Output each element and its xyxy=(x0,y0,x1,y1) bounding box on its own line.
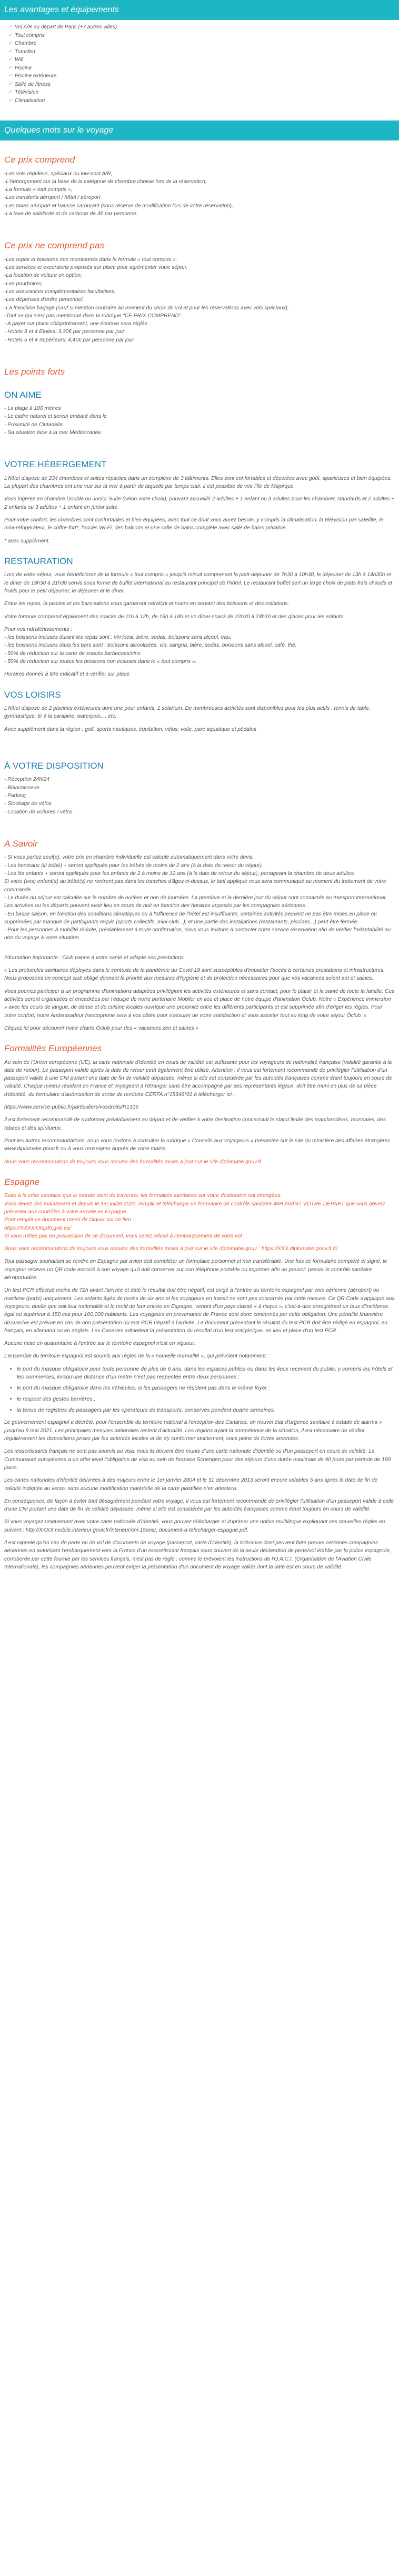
includes-line: -La formule « tout compris », xyxy=(4,187,73,193)
strengths-subheading: ON AIME xyxy=(4,389,42,400)
dining-line: - les boissons incluses dans les bars sont : boissons alcoolisées, vin, sangria, bière, sodas, boissons sans alcool, café, thé. xyxy=(4,642,297,649)
accommodation-paragraph: Vous logerez en chambre Double ou Junior Suite (selon votre choix), pouvant accueillir 2 adultes + 1 enfant ou 3 adultes pour les chambres standards et 2 adultes + 2 enfants ou 3 adultes + 1 enfant en junior suite. xyxy=(4,496,395,510)
excludes-line: - A payer sur place obligatoirement, une écotaxe sera réglée : xyxy=(4,321,151,327)
spain-rule-item: • le port du masque obligatoire pour toute personne de plus de 6 ans, dans les espaces publics ou dans les lieux recevant du public, y compris les hôtels et les commerces, lorsqu'une distance d'un mètre n'est pas respectée entre deux personnes ; xyxy=(17,1365,395,1382)
spain-note: Nous vous recommandons de toujours vous assurer des formalités mises à jour sur le site diplomatie.gouv : https://XXX.diplomatie.gouv.fr.fr/ xyxy=(4,1246,338,1252)
know-line: - Si vous partez seul(e), votre prix en chambre individuelle est calculé automatiquement dans votre devis. xyxy=(4,854,254,861)
excludes-line: -Les services et excursions proposés sur place pour agrémenter votre séjour, xyxy=(4,265,188,271)
excludes-line: -Tout ce qui n'est pas mentionné dans la rubrique "CE PRIX COMPREND". xyxy=(4,313,183,319)
amenity-item: ✓ Tout compris xyxy=(8,32,399,40)
on-site-line: - Stockage de vélos xyxy=(4,801,52,807)
know-heading: A Savoir xyxy=(4,838,38,849)
know-line: - En basse saison, en fonction des conditions climatiques ou à l'affluence de l'hôtel est insuffisante, certaines activités peuvent ne pas être mises en place ou supprimées par manque de participants requis (sports collectifs, mini-club...), et une partie des installations (restaurants, piscines...) peut être fermée. xyxy=(4,911,377,925)
know-line: - Les lits enfants + seront appliqués pour les enfants de 2 à moins de 12 ans (à la date de retour du séjour), partageant la chambre de deux adultes. xyxy=(4,871,355,877)
on-site-line: - Blanchisserie xyxy=(4,784,39,791)
accommodation-paragraph: Pour votre confort, les chambres sont confortables et bien équipées, avec tout ce dont vous aurez besoin, y compris la climatisation, la télévision par satellite, le mini-réfrigérateur, le coffre-fort*, l'accès Wi-Fi, des balcons et une salle de bains complète avec salle de bains privative. xyxy=(4,517,384,531)
spain-closing: Si vous voyagez uniquement avec votre carte nationale d'identité, vous pouvez télécharger et imprimer une notice multilingue expliquant ces nouvelles règles en suivant : http://XXXX.mobile.interieur.gouv.fr/interieur/cni-15ans/, document-a-telecharger-espagne.pdf. xyxy=(4,1519,385,1533)
strength-line: - Le cadre naturel et serein embaré dans le xyxy=(4,414,107,420)
dining-note: Horaires donnés à titre indicatif et à vérifier sur place. xyxy=(4,671,131,678)
strengths-heading: Les points forts xyxy=(4,367,65,377)
strength-line: - La plage à 100 mètres xyxy=(4,406,61,412)
covid-paragraph: « Les protocoles sanitaires déployés dans le contexte de la pandémie du Covid-19 sont susceptibles d'impacter l'accès à certaines prestations et infrastructures. Nous proposons un concept club obligé donnant la priorité aux mesures d'hygiène et de protection nécessaires pour que vos vacances soient ant et saines. xyxy=(4,968,385,982)
dining-paragraph: Votre formule comprend également des snacks de 11h à 12h, de 16h à 18h et un dîner-snack de 22h30 à 23h30 et des glaces pour les enfants. xyxy=(4,613,345,620)
spain-closing: Le gouvernement espagnol a décrété, pour l'ensemble du territoire national à l'exception des Canaries, un nouvel état d'urgence sanitaire à estado de alarma » jusqu'au 9 mai 2021. Les principales mesures nationales restent d'actualité. Les régions ayant la compétence de la situation, il est nécessaire de vérifier régulièrement les dispositions prises par les autorités locales et de s'y conformer strictement, sous peine de fortes amendes. xyxy=(4,1420,382,1442)
amenities-list xyxy=(0,23,399,105)
leisure-heading: VOS LOISIRS xyxy=(4,689,61,700)
dining-line: - les boissons incluses durant les repas sont : vin local, bière, sodas, boissons sans alcool, eau, xyxy=(4,635,232,641)
know-line: - Pour les personnes à mobilité réduite, préalablement à toute confirmation, nous vous invitons à contacter notre service réservation afin de vérifier l'adaptabilité au non du voyage à votre situation. xyxy=(4,927,391,941)
includes-line: -La taxe de solidarité et de carbone de 3€ par personne. xyxy=(4,210,138,217)
covid-paragraph: Vous pourrez participer à un programme d'animations adaptées privilégiant les activités extérieures et sans contact, pour le plaisir et la santé de toute la famille. Ces activités seront organisées et encadrées par l'équipe de notre partenaire Mobiler en lieu et place de notre équipe d'animation Óclub. Notre « Expérience immersion » avec les cours de langue, de danse et de cuisine locales ouvrique une proximité entre les différents participants et est supprimée afin d'ériger les règles. Pour votre confort, notre Ambassadeur francophone sera à vos côtés pour s'assurer de votre satisfaction et vous assister tout au long de votre séjour Óclub. » xyxy=(4,988,395,1019)
amenity-item: ✓ Piscine xyxy=(8,64,399,73)
includes-line: -L'hébergement sur la base de la catégorie de chambre choisie lors de la réservation, xyxy=(4,178,207,185)
spain-paragraph: L'ensemble du territoire espagnol est soumis aux règles de la « nouvelle normalité », qui prévoient notamment : xyxy=(4,1353,269,1360)
spain-closing: En conséquence, de façon à éviter tout désagrément pendant votre voyage, il vous est fortement recommandé de privilégier l'utilisation d'un passeport valide à celle d'une CNI portant une date de fin de validité dépassée, même si elle est considérée par les autorités françaises comme étant toujours en cours de validité. xyxy=(4,1498,394,1513)
includes-line: -Les vols réguliers, spéciaux ou low-cost A/R, xyxy=(4,170,113,177)
spain-form-link[interactable]: https://XXXXXXspth.gob.es/ xyxy=(4,1225,71,1231)
covid-link[interactable]: Cliquez ici pour découvrir notre charte Óclub pour des « vacances zen et saines » xyxy=(4,1025,199,1031)
strength-line: - Sa situation face à la mer Méditerranée xyxy=(4,429,102,436)
spain-paragraph: Tout passager souhaitant se rendre en Espagne par avion doit compléter un formulaire personnel et non transférable. Une fois ce formulaire complété et signé, le voyageur recevra un QR code associé à son voyage qu'il doit conserver sur son téléphone portable ou imprimer afin de pouvoir passer le contrôle sanitaire aéroportuaire. xyxy=(4,1259,387,1281)
spain-warning: Vous devez des maintenant et depuis le 1er juillet 2020, remplir et télécharger un formulaire de contrôle sanitaire 48H AVANT VOTRE DEPART que vous devrez présenter aux contrôles à votre arrivée en Espagne. xyxy=(4,1201,385,1215)
formalities-heading: Formalités Européennes xyxy=(4,1043,102,1054)
spain-closing: Les cartes nationales d'identité délivrées à des majeurs entre le 1er janvier 2004 et le 31 décembre 2013 seront encore valables 5 ans après la date de fin de validité indiquée au verso, sans aucune modification matérielle de la carte plastifiée n'en attestera. xyxy=(4,1477,378,1492)
spain-rule-item: • le respect des gestes barrières ; xyxy=(17,1395,395,1404)
price-excludes-heading: Ce prix ne comprend pas xyxy=(4,240,104,251)
includes-line: -Les transferts aéroport / hôtel / aéroport xyxy=(4,195,101,201)
dining-line: - 50% de réduction sur toutes les boissons non incluses dans le « tout compris ». xyxy=(4,658,197,665)
on-site-heading: À VOTRE DISPOSITION xyxy=(4,760,104,771)
amenity-item: ✓ Climatisation xyxy=(8,97,399,105)
formalities-paragraph: Il est fortement recommandé de s'informer préalablement au départ et de vérifier à votre destination concernant le statut limité des marchandises, monnaies, des tabacs et des spiritueux. xyxy=(4,1117,386,1131)
amenity-item: ✓ Chambre xyxy=(8,39,399,48)
excludes-line: -Les pourboires, xyxy=(4,280,43,287)
formalities-paragraph: Pour les autres recommandations, nous vous invitons à consulter la rubrique « Conseils aux voyageurs » présentée sur le site du ministère des affaires étrangères www.diplomatie.gouv.fr ou à vous renseigner auprès de votre mairie. xyxy=(4,1138,391,1152)
includes-line: -Les taxes aéroport et hausse carburant (sous réserve de modification lors de votre réservation), xyxy=(4,203,233,209)
amenity-item: ✓ Wifi xyxy=(8,56,399,64)
excludes-line: -La location de voiture en option, xyxy=(4,273,82,279)
price-includes-heading: Ce prix comprend xyxy=(4,155,75,165)
excludes-line: -La franchise bagage (sauf si mention contraire au moment du choix du vol et pour les réservations avec vols spéciaux), xyxy=(4,305,289,311)
amenity-item: ✓ Télévision xyxy=(8,88,399,97)
excludes-line: - Hotels 3 et 4 Etoiles: 3,30€ par personne par jour xyxy=(4,329,125,335)
covid-intro: Information importante : Club panne à votre santé et adapte ses prestations xyxy=(4,954,184,961)
accommodation-paragraph: * avec supplément. xyxy=(4,538,50,544)
amenity-item: ✓ Piscine extérieure xyxy=(8,72,399,80)
excludes-line: - Hotels 5 et 4 Supérieurs: 4,40€ par personne par jour xyxy=(4,337,134,343)
spain-warning: Si vous n'êtes pas en possession de ce document, vous serez refusé à l'embarquement de votre vol . xyxy=(4,1233,245,1239)
spain-rules-list xyxy=(4,1365,395,1415)
spain-warning: Suite à la crise sanitaire que le monde vient de traverser, les formalités sanitaires sur votre destination ont changées. xyxy=(4,1193,282,1199)
on-site-line: - Réception 24h/24 xyxy=(4,777,50,783)
spain-rule-item: • le port du masque obligatoire dans les véhicules, si les passagers ne résident pas dans le même foyer ; xyxy=(17,1384,395,1393)
details-title: Quelques mots sur le voyage xyxy=(0,120,399,140)
know-line: - Les berceaux (lit bébé) + seront appliqués pour les bébés de moins de 2 ans (à la date de retour du séjour). xyxy=(4,862,263,869)
dining-heading: RESTAURATION xyxy=(4,556,73,566)
leisure-paragraph: L'hôtel dispose de 2 piscines extérieures dont une pour enfants, 1 solarium. De nombreuses activités sont disponibles pour les plus actifs : tennis de table, gymnastique, tir à la carabine, waterpolo,... etc. xyxy=(4,706,371,720)
excludes-line: -Les repas et boissons non mentionnés dans la formule « tout compris », xyxy=(4,256,177,263)
formalities-note: Nous vous recommandons de toujours vous assurer des formalités mises à jour sur le site diplomatie.gouv.fr xyxy=(4,1159,262,1165)
amenities-section xyxy=(0,0,399,105)
spain-warning: Pour remplir ce document merci de cliquer sur ce lien : xyxy=(4,1217,134,1223)
spain-rule-item: • la tenue de registres de passagers par les opérateurs de transports, conservés pendant quatre semaines. xyxy=(17,1406,395,1415)
formalities-url[interactable]: https://www.service-public.fr/particuliers/vosdroits/R1316 xyxy=(4,1104,138,1111)
spain-closing: Il est rappelé qu'en cas de perte ou de vol de documents de voyage (passeport, carte d'identité), la tolérance dont peuvent faire preuve certaines compagnies aériennes en autorisant l'embarquement vers la France d'un ressortissant français sous couvert de la seule déclaration de perte/vol établie par la police espagnole, corroborée par cette fournie par les services français, n'est pas de règle : comme le prévoient les instructions de l'O.A.C.I. (Organisation de l'Aviation Civile Internationale), les compagnies aériennes peuvent exiger la présentation d'un document de voyage valide dont la date est en cours de validité. xyxy=(4,1540,391,1570)
dining-line: Pour vos rafraîchissements : xyxy=(4,626,73,632)
details-content xyxy=(0,140,399,1571)
excludes-line: -Les assurances complémentaires facultatives, xyxy=(4,288,116,295)
spain-paragraph: Aucune mise en quarantaine à l'entrée sur le territoire espagnol n'est en vigueur. xyxy=(4,1341,196,1347)
dining-paragraph: Entre les repas, la piscine et les bars-salons vous garderont rafraîchi et nourri en servant des boissons et des collations. xyxy=(4,601,290,607)
leisure-paragraph: Avec supplément dans la région : golf, sports nautiques, équitation, vélos, voile, parc aquatique et pédalos xyxy=(4,726,256,732)
amenity-item: ✓ Vol A/R au départ de Paris (+7 autres villes) xyxy=(8,23,399,32)
on-site-line: - Parking xyxy=(4,793,26,799)
dining-paragraph: Lors de votre séjour, vous bénéficierez de la formule « tout compris » jusqu'à minuit comprenant la petit-déjeuner de 7h30 à 10h30, le déjeuner de 13h à 14h30h et le dîner de 19h30 à 21h30 servis sous forme de buffet international au restaurant principal de l'hôtel. Le restaurant buffet sert un large choix de plats frais chauds et froids pour le petit déjeuner, le déjeuner et le dîner. xyxy=(4,572,393,594)
amenity-item: ✓ Transfert xyxy=(8,48,399,56)
amenity-item: ✓ Salle de fitness xyxy=(8,80,399,89)
spain-paragraph: Un test PCR effectué moins de 72h avant l'arrivée et daté le résultat doit être négatif, est exigé à l'entrée du territoire espagnol par voie aérienne (aéroport) ou maritime (ports) uniquement. Les enfants âgés de moins de six ans et les voyageurs en transit ne sont pas concernés par cette mesure. Ce QR Code s'applique aux voyageurs, quelle que soit leur nationalité et le motif de leur entrée en Espagne, venant d'un pays classé « à risque », c'est-à-dire enregistrant un taux d'incidence égal ou supérieur à 150 cas pour 100.000 habitants. Les voyageurs en provenance de France sont donc concernés par cette obligation. Une pénalité financière dissuasive est prévue en cas de non présentation du test PCR négatif à l'arrivée. Le document présentant le résultat du test PCR doit être rédigé en espagnol, en français, en allemand ou en anglais. Les Canaries admettent la présentation du résultat d'un test antigénique, en lieu et place d'un test PCR. xyxy=(4,1287,395,1334)
formalities-paragraph: Au sein de l'Union européenne (UE), la carte nationale d'identité en cours de validité est suffisante pour les voyageurs de nationalité française (validité garantie à la date de retour). Le passeport valide après la date de retour peut également être utilisé. Attention : il vous est fortement recommandé de privilégier l'utilisation d'un passeport valide à une CNI portant une date de fin de validité dépassée, même si elle est considérée par les autorités françaises comme étant toujours en cours de validité. Chaque mineur résidant en France et voyageant à l'étranger sans être accompagné par ses représentants légaux, doit être muni en plus de sa pièce d'identité, du formulaire d'autorisation de sortie de territoire CERFA n°15646*01 à télécharger ici : xyxy=(4,1059,392,1098)
accommodation-paragraph: L'hôtel dispose de 234 chambres et suites réparties dans un complexe de 3 bâtiments. Elles sont confortables et décorées avec goût, spacieuses et bien équipées. La plupart des chambres ont une vue sur la mer à partir de laquelle par temps clair, il est possible de voir l'île de Majorque. xyxy=(4,475,392,490)
amenities-title: Les avantages et équipements xyxy=(0,0,399,20)
strength-line: - Proximité de Ciutadella xyxy=(4,421,63,428)
accommodation-heading: VOTRE HÉBERGEMENT xyxy=(4,459,107,470)
on-site-line: - Location de voitures / vélos xyxy=(4,809,73,815)
know-line: Si votre (vos) enfant(s) au bébé(s) ne rentrent pas dans les tranches d'âges ci-dessus, le tarif appliqué vous sera communiqué au moment du traitement de votre commande. xyxy=(4,879,386,893)
know-line: - La durée du séjour est calculée sur le nombre de nuitées et non de journées. La première et la dernière jour du séjour sont consacrés au transport international. Les arrivées ou les départs pouvant avoir lieu en cours de nuit en fonction des horaires imposés par les compagnies aériennes. xyxy=(4,894,387,909)
dining-line: - 50% de réduction sur la carte de snacks barbecues/vins xyxy=(4,650,141,657)
excludes-line: -Les dépenses d'ordre personnel, xyxy=(4,297,84,303)
spain-closing: Les ressortissants français ne sont pas soumis au visa, mais ils doivent être munis d'une carte nationale d'identité ou d'un passeport en cours de validité. La Communauté européenne a un effet level l'obligation de visa au sein de l'espace Schengen pour des séjours d'une durée maximale de 90 jours par période de 180 jours. xyxy=(4,1448,391,1471)
spain-heading: Espagne xyxy=(4,1176,40,1187)
